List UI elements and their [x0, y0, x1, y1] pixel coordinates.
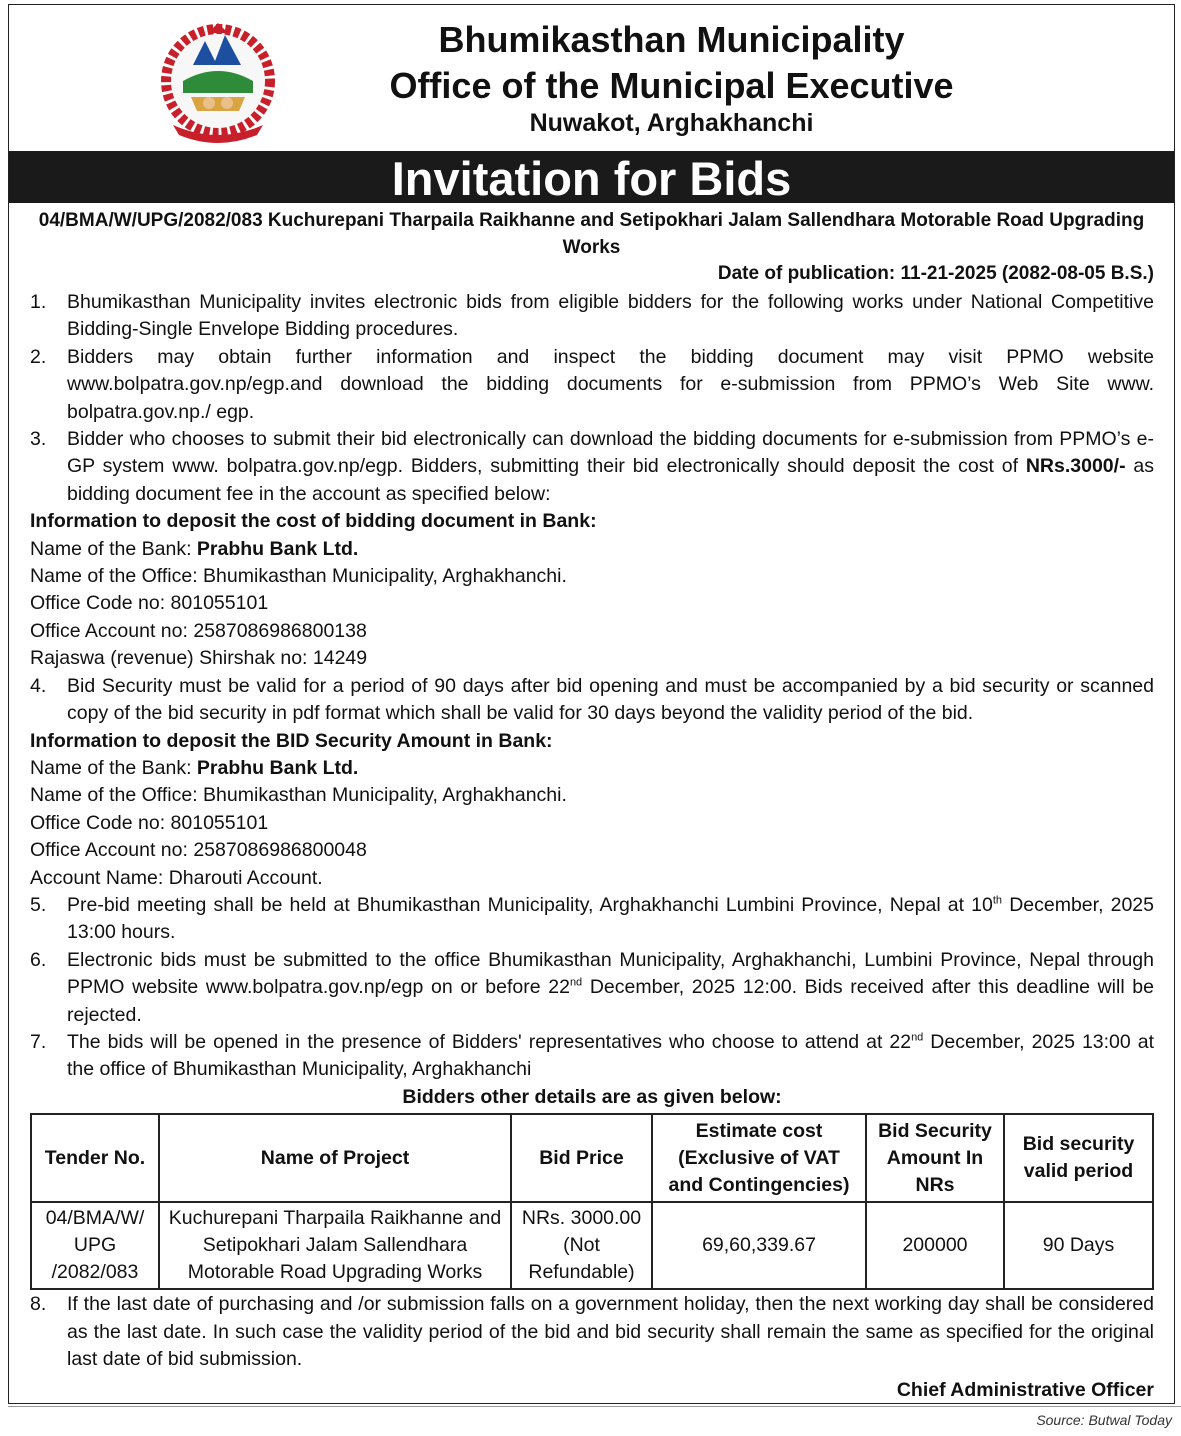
bank-doc-heading: Information to deposit the cost of bidding document in Bank:: [30, 510, 597, 533]
table-header-row: [31, 1114, 1153, 1202]
bank-security-account-name: Account Name: Dharouti Account.: [30, 866, 323, 889]
item-text-part: Bidder who chooses to submit their bid electronically can download the bidding documents for e-submission from PPMO’s e-GP system www. bolpatra.gov.np/egp. Bidders, submitting their bid electronically should deposit the cost of: [67, 428, 1154, 478]
item-text-part: Pre-bid meeting shall be held at Bhumikasthan Municipality, Arghakhanchi Lumbini Province, Nepal at 10: [67, 893, 993, 916]
table-caption: Bidders other details are as given below:: [402, 1085, 782, 1108]
bank-doc-office: Name of the Office: Bhumikasthan Municipality, Arghakhanchi.: [30, 565, 567, 588]
item-text: [67, 1029, 1154, 1084]
item-text: [67, 426, 1154, 508]
item-number: 7.: [30, 1030, 47, 1053]
item-text-part: December, 2025 12:00. Bids received after this deadline will be rejected.: [67, 976, 1154, 1026]
notice-header: [9, 5, 1174, 151]
item-number: 1.: [30, 291, 47, 313]
header-bid-security-period: Bid security valid period: [1004, 1114, 1153, 1202]
item-text-part: as bidding document fee in the account as specified below:: [67, 455, 1154, 505]
bank-name: Prabhu Bank Ltd.: [196, 756, 359, 779]
item-text: Bidders may obtain further information and inspect the bidding document may visit PPMO website www.bolpatra.gov.np/egp.and download the bidding documents for e-submission from PPMO’s Web Site www. bolpatra.gov.np./ egp.: [67, 345, 1154, 423]
item-number: 6.: [30, 948, 47, 971]
bank-doc-account: Office Account no: 2587086986800138: [30, 619, 367, 642]
list-item: [30, 344, 1154, 426]
document-fee: NRs.3000/-: [1025, 455, 1126, 478]
table-row: [31, 1202, 1153, 1289]
office-title: Office of the Municipal Executive: [389, 65, 954, 106]
bank-label: Name of the Bank:: [30, 756, 197, 779]
list-item: [30, 1291, 1154, 1373]
cell-bid-security-amount: 200000: [866, 1202, 1004, 1289]
bank-security-account: Office Account no: 2587086986800048: [30, 839, 367, 862]
notice-frame: [8, 4, 1175, 1404]
bank-name: Prabhu Bank Ltd.: [196, 537, 359, 560]
cell-tender-no: 04/BMA/W/ UPG /2082/083: [31, 1202, 159, 1289]
cell-estimate-cost: 69,60,339.67: [652, 1202, 866, 1289]
bank-security-heading: Information to deposit the BID Security Amount in Bank:: [30, 729, 553, 752]
cell-project-name: Kuchurepani Tharpaila Raikhanne and Setipokhari Jalam Sallendhara Motorable Road Upgrading Works: [159, 1202, 511, 1289]
bank-label: Name of the Bank:: [30, 537, 197, 560]
ordinal-suffix: nd: [911, 1031, 924, 1044]
bank-doc-office-code: Office Code no: 801055101: [30, 592, 269, 615]
header-project-name: Name of Project: [159, 1114, 511, 1202]
item-text: Bhumikasthan Municipality invites electronic bids from eligible bidders for the following works under National Competitive Bidding-Single Envelope Bidding procedures.: [67, 291, 1154, 341]
bank-security-office: Name of the Office: Bhumikasthan Municipality, Arghakhanchi.: [30, 784, 567, 807]
item-text-part: December, 2025 13:00 at the office of Bhumikasthan Municipality, Arghakhanchi: [67, 1030, 1155, 1081]
source-credit: Source: Butwal Today: [1036, 1412, 1172, 1428]
item-number: 3.: [30, 428, 47, 451]
item-text-part: December, 2025 13:00 hours.: [67, 893, 1154, 944]
item-text: [67, 892, 1154, 947]
header-bid-security-amount: Bid Security Amount In NRs: [866, 1114, 1004, 1202]
publication-date: Date of publication: 11-21-2025 (2082-08-05 B.S.): [717, 263, 1154, 284]
bank-doc-rajaswa: Rajaswa (revenue) Shirshak no: 14249: [30, 647, 368, 670]
bank-security-office-code: Office Code no: 801055101: [30, 811, 269, 834]
item-text-part: The bids will be opened in the presence of Bidders' representatives who choose to attend at 22: [67, 1030, 912, 1053]
notice-subject: 04/BMA/W/UPG/2082/083 Kuchurepani Tharpaila Raikhanne and Setipokhari Jalam Sallendhara Motorable Road Upgrading Works: [38, 210, 1145, 258]
ordinal-suffix: th: [992, 894, 1003, 907]
item-text: If the last date of purchasing and /or submission falls on a government holiday, then the next working day shall be considered as the last date. In such case the validity period of the bid and bid security shall remain the same as specified for the original last date of bid submission.: [67, 1293, 1154, 1370]
list-item: [30, 426, 1154, 508]
header-bid-price: Bid Price: [511, 1114, 652, 1202]
location-title: Nuwakot, Arghakhanchi: [529, 109, 814, 137]
bank-doc-bank: [30, 536, 1154, 563]
header-estimate-cost: Estimate cost (Exclusive of VAT and Contingencies): [652, 1114, 866, 1202]
list-item: [30, 289, 1154, 344]
list-item: [30, 1029, 1154, 1084]
list-item: [30, 947, 1154, 1029]
cell-bid-price: NRs. 3000.00 (Not Refundable): [511, 1202, 652, 1289]
item-number: 2.: [30, 345, 47, 368]
signatory: Chief Administrative Officer: [896, 1379, 1154, 1402]
list-item: [30, 673, 1154, 728]
cell-bid-security-period: 90 Days: [1004, 1202, 1153, 1289]
item-text: Bid Security must be valid for a period of 90 days after bid opening and must be accompanied by a bid security or scanned copy of the bid security in pdf format which shall be valid for 30 days beyond the validity period of the bid.: [67, 674, 1154, 725]
item-number: 8.: [30, 1293, 47, 1316]
bid-details-table: [30, 1113, 1154, 1290]
item-text-part: Electronic bids must be submitted to the office Bhumikasthan Municipality, Arghakhanchi, Lumbini Province, Nepal through PPMO website www.bolpatra.gov.np/egp on or before 22: [67, 948, 1154, 999]
invitation-banner: Invitation for Bids: [9, 151, 1174, 203]
source-divider: [8, 1406, 1181, 1407]
ordinal-suffix: nd: [569, 976, 583, 989]
item-number: 5.: [30, 893, 47, 916]
notice-body: [30, 289, 1154, 1405]
list-item: [30, 892, 1154, 947]
item-text: [67, 947, 1154, 1029]
header-tender-no: Tender No.: [31, 1114, 159, 1202]
item-number: 4.: [30, 674, 47, 697]
municipality-title: Bhumikasthan Municipality: [438, 19, 905, 60]
bank-security-bank: [30, 755, 1154, 782]
